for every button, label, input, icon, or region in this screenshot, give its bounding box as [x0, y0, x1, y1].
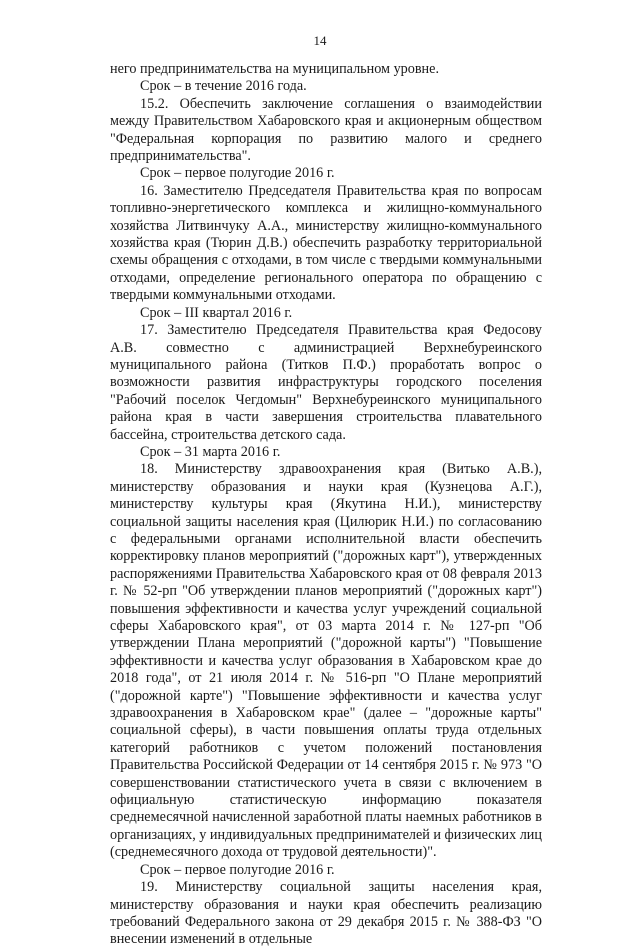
deadline-line: Срок – первое полугодие 2016 г.	[140, 165, 335, 182]
document-body	[110, 61, 542, 949]
deadline-line: Срок – в течение 2016 года.	[140, 78, 307, 95]
page-number: 14	[313, 33, 327, 48]
deadline-line: Срок – III квартал 2016 г.	[140, 304, 293, 321]
deadline-line: Срок – 31 марта 2016 г.	[140, 443, 281, 460]
paragraph-19: 19. Министерству социальной защиты населения края, министерству образования и науки края обеспечить реализацию требований Федерального закона от 29 декабря 2015 г. № 388-ФЗ "О внесении изменений в отдельные	[110, 879, 542, 948]
paragraph-15-2: 15.2. Обеспечить заключение соглашения о взаимодействии между Правительством Хабаровского края и акционерным обществом "Федеральная корпорация по развитию малого и среднего предпринимательства".	[110, 95, 542, 165]
deadline-line: Срок – первое полугодие 2016 г.	[140, 861, 335, 878]
paragraph-17: 17. Заместителю Председателя Правительства края Федосову А.В. совместно с администрацией Верхнебуреинского муниципального района (Титков П.Ф.) проработать вопрос о возможности развития инфраструктуры городского поселения "Рабочий поселок Чегдомын" Верхнебуреинского муниципального района края в части завершения строительства плавательного бассейна, строительства детского сада.	[110, 322, 542, 443]
paragraph-18: 18. Министерству здравоохранения края (Витько А.В.), министерству образования и науки края (Кузнецова А.Г.), министерству культуры края (Якутина Н.И.), министерству социальной защиты населения края (Цилюрик Н.И.) по согласованию с федеральными органами исполнительной власти обеспечить корректировку планов мероприятий ("дорожных карт"), утвержденных распоряжениями Правительства Хабаровского края от 08 февраля 2013 г. № 52-рп "Об утверждении планов мероприятий ("дорожных карт") повышения эффективности и качества услуг учреждений социальной сферы Хабаровского края", от 03 марта 2014 г. № 127-рп "Об утверждении Плана мероприятий ("дорожной карты") "Повышение эффективности и качества услуг образования в Хабаровском крае до 2018 года", от 21 июля 2014 г. № 516-рп "О Плане мероприятий ("дорожной карте") "Повышение эффективности и качества услуг здравоохранения в Хабаровском крае" (далее – "дорожные карты" социальной сферы), в части повышения оплаты труда отдельных категорий работников с учетом положений постановления Правительства Российской Федерации от 14 сентября 2015 г. № 973 "О совершенствовании статистического учета в связи с включением в официальную статистическую информацию показателя среднемесячной начисленной заработной платы наемных работников в организациях, у индивидуальных предпринимателей и физических лиц (среднемесячного дохода от трудовой деятельности)".	[110, 461, 542, 861]
paragraph-16: 16. Заместителю Председателя Правительства края по вопросам топливно-энергетического комплекса и жилищно-коммунального хозяйства Литвинчуку А.А., министерству жилищно-коммунального хозяйства края (Тюрин Д.В.) обеспечить разработку территориальной схемы обращения с отходами, в том числе с твердыми коммунальными отходами, определение регионального оператора по обращению с твердыми коммунальными отходами.	[110, 182, 542, 304]
paragraph-continuation: него предпринимательства на муниципальном уровне.	[110, 61, 439, 77]
